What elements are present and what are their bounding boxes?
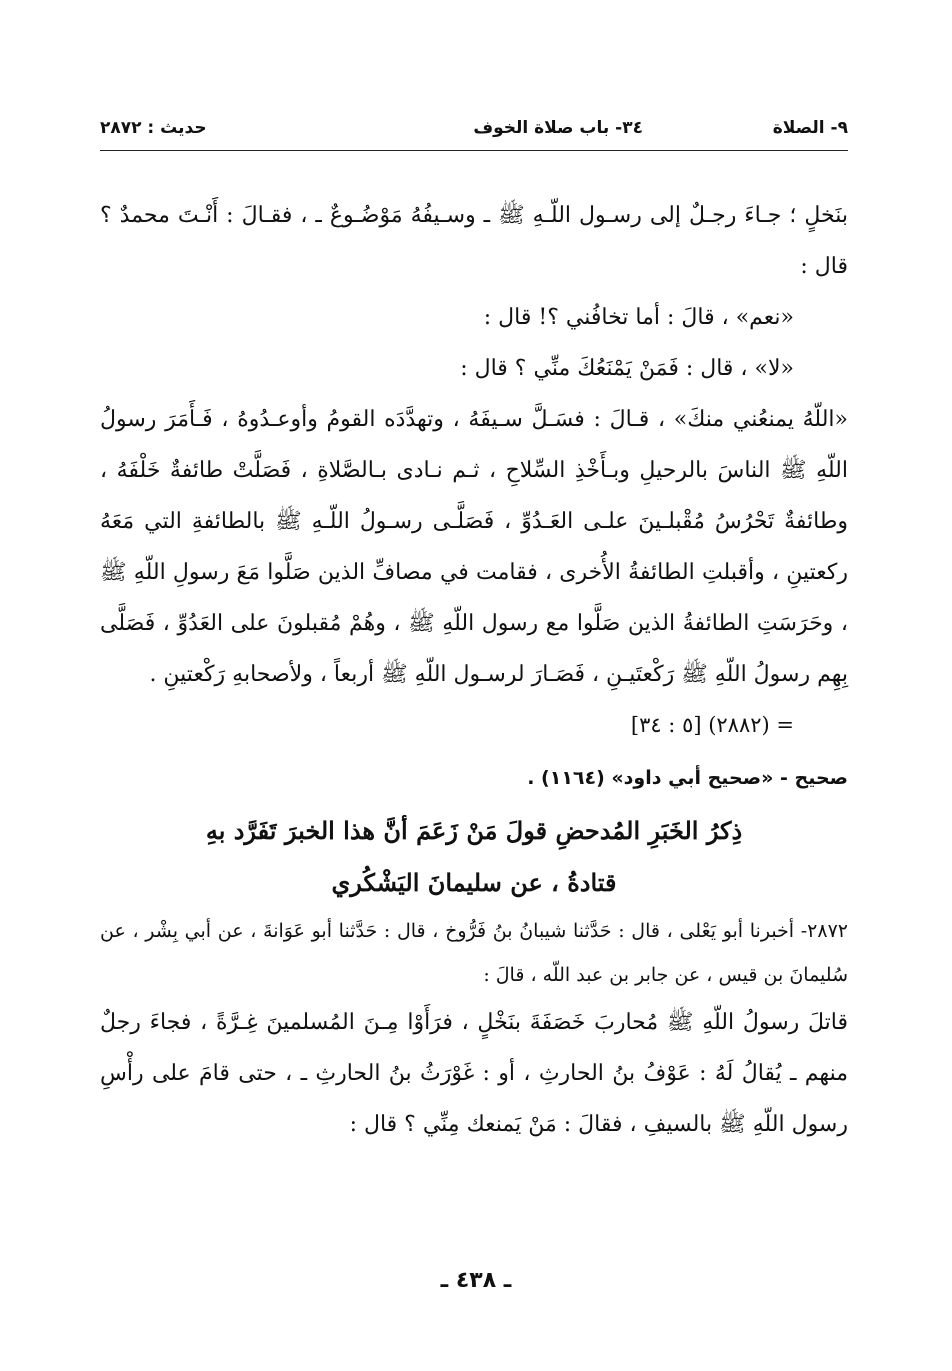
header-divider <box>100 150 848 151</box>
paragraph-answer-no: «لا» ، قال : فَمَنْ يَمْنَعُكَ منِّي ؟ قال : <box>460 356 794 381</box>
page-content <box>100 190 848 1150</box>
hadith-grading: صحيح - «صحيح أبي داود» (١١٦٤) . <box>527 767 848 789</box>
hadith-isnad: ٢٨٧٢- أخبرنا أبو يَعْلى ، قال : حَدَّثنا شيبانُ بنُ فَرُّوخ ، قال : حَدَّثنا أبو عَوَانةَ ، عن أبي بِشْر ، عن سُليمانَ بن قيس ، عن جابر بن عبد اللّه ، قالَ : <box>100 920 848 986</box>
header-hadith-number: حديث : ٢٨٧٢ <box>100 118 207 138</box>
header-book-title: ٩- الصلاة <box>772 118 848 138</box>
paragraph-answer-yes: «نعم» ، قالَ : أما تخافُني ؟! قال : <box>483 305 794 330</box>
section-heading-line-2: قتادةُ ، عن سليمانَ اليَشْكُري <box>331 868 617 897</box>
cross-reference: = (٢٨٨٢) [٥ : ٣٤] <box>630 713 794 737</box>
section-heading-line-1: ذِكرُ الخَبَرِ المُدحضِ قولَ مَنْ زَعَمَ أنَّ هذا الخبرَ تَفَرَّد بهِ <box>205 816 743 845</box>
page-number: ـ ٤٣٨ ـ <box>440 1268 512 1293</box>
header-chapter-title: ٣٤- باب صلاة الخوف <box>473 118 643 138</box>
hadith-matn: قاتلَ رسولُ اللّهِ ﷺ مُحاربَ خَصَفَةَ بنَخْلٍ ، فرَأَوْا مِـنَ المُسلمينَ غِـرَّةً ، فجاءَ رجلٌ منهم ـ يُقالُ لَهُ : عَوْفُ بنُ الحارثِ ، أو : غَوْرَثُ بنُ الحارثِ ـ ، حتى قامَ على رأْسِ رسول اللّهِ ﷺ بالسيفِ ، فقالَ : مَنْ يَمنعك مِنِّي ؟ قال : <box>100 1010 848 1137</box>
paragraph-narration: «اللّهُ يمنعُني منكَ» ، قـالَ : فسَـلَّ سـيفَهُ ، وتهدَّدَه القومُ وأوعـدُوهُ ، فَـأَمَرَ رسولُ اللّهِ ﷺ الناسَ بالرحيلِ وبـأَخْذِ السِّلاحِ ، ثـم نـادى بـالصَّلاةِ ، فَصَلَّتْ طائفةٌ خَلْفَهُ ، وطائفةٌ تَحْرُسُ مُقْبلـينَ علـى العَـدُوِّ ، فَصَلَّـى رسـولُ اللّـهِ ﷺ بالطائفةِ التي مَعَهُ ركعتينِ ، وأقبلتِ الطائفةُ الأُخرى ، فقامت في مصافِّ الذين صَلَّوا مَعَ رسولِ اللّهِ ﷺ ، وحَرَسَتِ الطائفةُ الذين صَلَّوا مع رسول اللّهِ ﷺ ، وهُمْ مُقبلونَ على العَدُوِّ ، فَصَلَّى بِهِم رسولُ اللّهِ ﷺ رَكْعتَيـنِ ، فَصَـارَ لرسـول اللّهِ ﷺ أربعاً ، ولأصحابهِ رَكْعتينِ . <box>100 407 848 687</box>
paragraph-continuation: بنَخلٍ ؛ جـاءَ رجـلٌ إلى رسـول اللّـهِ ﷺ ـ وسـيفُهُ مَوْضُـوعٌ ـ ، فقـالَ : أَنْـتَ محمدٌ ؟ قال : <box>100 203 848 279</box>
running-header <box>100 112 848 148</box>
